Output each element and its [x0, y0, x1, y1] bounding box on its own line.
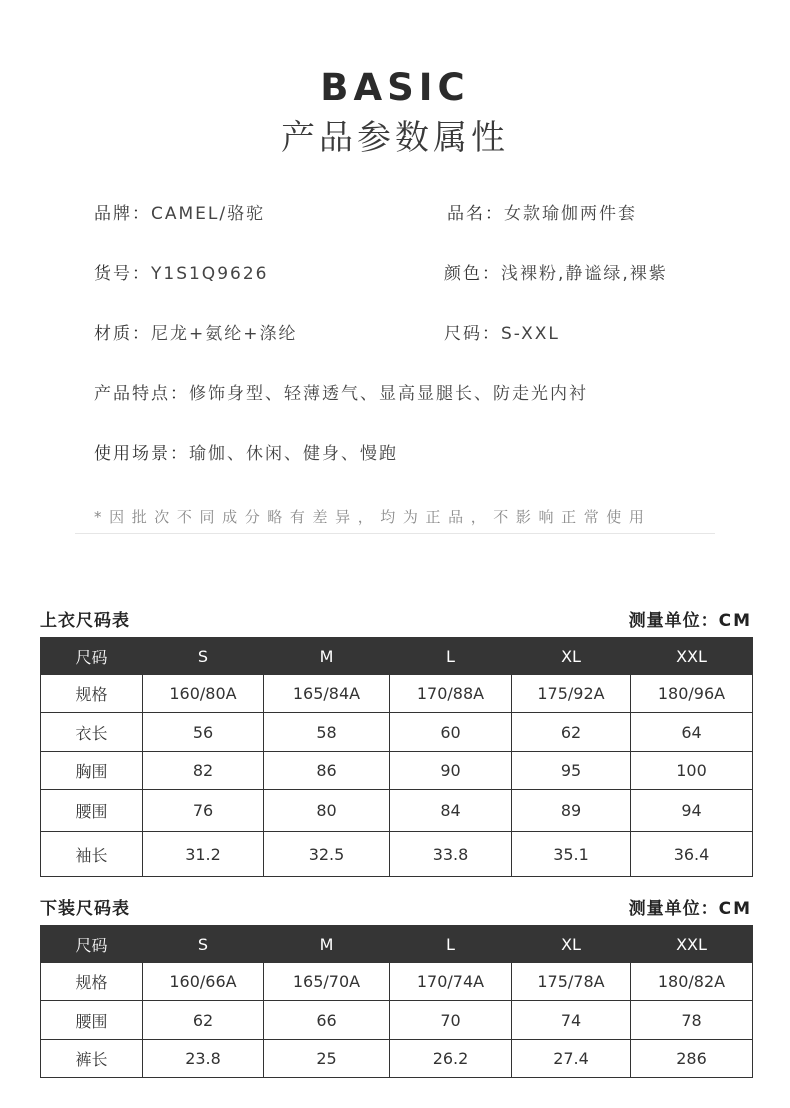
bottom-table-unit-label: 测量单位：: [628, 899, 719, 919]
attr-brand-key: 品牌：: [94, 204, 151, 224]
table-row: [41, 963, 753, 1001]
table-header-row: [41, 926, 753, 963]
table-row: [41, 752, 753, 790]
table-cell: 66: [264, 1001, 390, 1040]
table-cell: 170/88A: [390, 675, 512, 713]
attr-color: [444, 259, 668, 284]
table-cell: 腰围: [41, 790, 143, 832]
table-cell: 175/78A: [512, 963, 631, 1001]
table-cell: 170/74A: [390, 963, 512, 1001]
table-cell: 袖长: [41, 832, 143, 877]
top-table-unit-value: CM: [718, 611, 752, 631]
table-header-cell: XXL: [631, 926, 753, 963]
table-cell: 286: [631, 1040, 753, 1078]
table-cell: 胸围: [41, 752, 143, 790]
table-cell: 腰围: [41, 1001, 143, 1040]
table-header-cell: 尺码: [41, 638, 143, 675]
attr-color-value: 浅裸粉,静谧绿,裸紫: [501, 264, 668, 284]
table-cell: 90: [390, 752, 512, 790]
table-row: [41, 675, 753, 713]
table-cell: 74: [512, 1001, 631, 1040]
bottom-table-title: 下装尺码表: [40, 899, 130, 919]
table-cell: 78: [631, 1001, 753, 1040]
table-cell: 95: [512, 752, 631, 790]
table-cell: 80: [264, 790, 390, 832]
table-header-cell: XXL: [631, 638, 753, 675]
attr-size-value: S-XXL: [501, 324, 560, 344]
table-cell: 31.2: [143, 832, 264, 877]
attr-features-value: 修饰身型、轻薄透气、显高显腿长、防走光内衬: [189, 384, 588, 404]
table-cell: 86: [264, 752, 390, 790]
title-en: BASIC: [320, 66, 470, 109]
table-header-cell: S: [143, 638, 264, 675]
table-row: [41, 713, 753, 752]
table-cell: 160/80A: [143, 675, 264, 713]
table-cell: 89: [512, 790, 631, 832]
attr-material-value: 尼龙+氨纶+涤纶: [151, 324, 298, 344]
table-cell: 27.4: [512, 1040, 631, 1078]
attr-color-key: 颜色：: [444, 264, 501, 284]
divider: [75, 533, 715, 534]
attr-sku-value: Y1S1Q9626: [151, 264, 269, 284]
attr-material: [94, 319, 298, 344]
table-cell: 62: [143, 1001, 264, 1040]
table-cell: 60: [390, 713, 512, 752]
bottom-table-unit-value: CM: [718, 899, 752, 919]
table-cell: 26.2: [390, 1040, 512, 1078]
table-header-cell: M: [264, 926, 390, 963]
table-cell: 规格: [41, 675, 143, 713]
table-cell: 58: [264, 713, 390, 752]
table-cell: 94: [631, 790, 753, 832]
attr-sku: [94, 259, 268, 284]
table-cell: 76: [143, 790, 264, 832]
table-cell: 165/70A: [264, 963, 390, 1001]
table-cell: 23.8: [143, 1040, 264, 1078]
attr-usage-key: 使用场景：: [94, 444, 189, 464]
attr-usage: [94, 439, 398, 464]
table-header-cell: 尺码: [41, 926, 143, 963]
table-cell: 33.8: [390, 832, 512, 877]
attr-brand: [94, 199, 265, 224]
table-cell: 62: [512, 713, 631, 752]
table-cell: 82: [143, 752, 264, 790]
top-size-table: [40, 637, 753, 877]
table-cell: 36.4: [631, 832, 753, 877]
attr-name-value: 女款瑜伽两件套: [504, 204, 637, 224]
table-cell: 84: [390, 790, 512, 832]
top-table-unit: [629, 606, 752, 631]
table-header-row: [41, 638, 753, 675]
attr-size-key: 尺码：: [444, 324, 501, 344]
attr-size: [444, 319, 560, 344]
table-header-cell: S: [143, 926, 264, 963]
title-cn: 产品参数属性: [281, 118, 509, 158]
table-cell: 64: [631, 713, 753, 752]
table-header-cell: XL: [512, 926, 631, 963]
table-cell: 裤长: [41, 1040, 143, 1078]
table-cell: 32.5: [264, 832, 390, 877]
table-row: [41, 790, 753, 832]
attr-name-key: 品名：: [447, 204, 504, 224]
attr-usage-value: 瑜伽、休闲、健身、慢跑: [189, 444, 398, 464]
top-table-title: 上衣尺码表: [40, 611, 130, 631]
table-cell: 180/82A: [631, 963, 753, 1001]
table-header-cell: L: [390, 926, 512, 963]
table-cell: 35.1: [512, 832, 631, 877]
table-cell: 56: [143, 713, 264, 752]
disclaimer-note: *因批次不同成分略有差异，均为正品，不影响正常使用: [94, 508, 652, 526]
table-row: [41, 832, 753, 877]
table-cell: 175/92A: [512, 675, 631, 713]
table-header-cell: L: [390, 638, 512, 675]
table-cell: 165/84A: [264, 675, 390, 713]
table-cell: 180/96A: [631, 675, 753, 713]
table-cell: 规格: [41, 963, 143, 1001]
bottom-size-table: [40, 925, 753, 1078]
attr-features: [94, 379, 588, 404]
table-cell: 衣长: [41, 713, 143, 752]
attr-features-key: 产品特点：: [94, 384, 189, 404]
table-header-cell: XL: [512, 638, 631, 675]
attr-sku-key: 货号：: [94, 264, 151, 284]
table-cell: 70: [390, 1001, 512, 1040]
table-cell: 100: [631, 752, 753, 790]
table-cell: 25: [264, 1040, 390, 1078]
attr-material-key: 材质：: [94, 324, 151, 344]
attr-name: [447, 199, 637, 224]
table-row: [41, 1001, 753, 1040]
table-cell: 160/66A: [143, 963, 264, 1001]
attr-brand-value: CAMEL/骆驼: [151, 204, 266, 224]
table-header-cell: M: [264, 638, 390, 675]
bottom-table-unit: [629, 894, 752, 919]
top-table-unit-label: 测量单位：: [628, 611, 719, 631]
table-row: [41, 1040, 753, 1078]
